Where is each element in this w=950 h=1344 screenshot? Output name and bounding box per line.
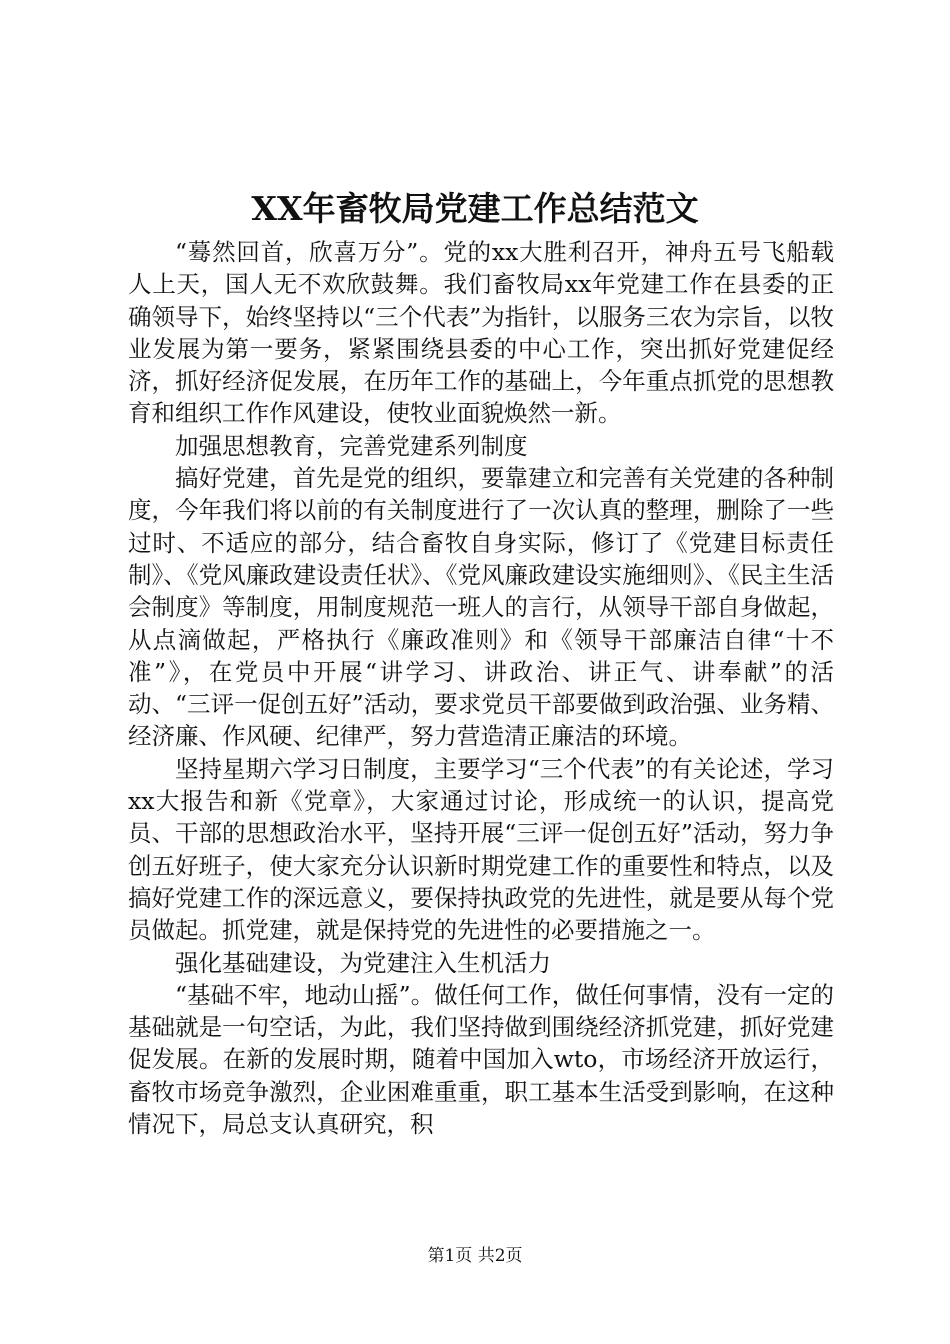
paragraph-intro: “蓦然回首，欣喜万分”。党的xx大胜利召开，神舟五号飞船载人上天，国人无不欢欣鼓舞。我们畜牧局xx年党建工作在县委的正确领导下，始终坚持以“三个代表”为指针，以服务三农为宗旨，以牧业发展为第一要务，紧紧围绕县委的中心工作，突出抓好党建促经济，抓好经济促发展，在历年工作的基础上，今年重点抓党的思想教育和组织工作作风建设，使牧业面貌焕然一新。 (128, 238, 834, 428)
document-body (128, 236, 834, 1140)
page-number-footer: 第1页 共2页 (427, 1246, 523, 1266)
document-title: XX年畜牧局党建工作总结范文 (251, 189, 699, 228)
section-heading-ideology: 加强思想教育，完善党建系列制度 (175, 431, 528, 460)
paragraph-study: 坚持星期六学习日制度，主要学习“三个代表”的有关论述，学习xx大报告和新《党章》，大家通过讨论，形成统一的认识，提高党员、干部的思想政治水平，坚持开展“三评一促创五好”活动，努力争创五好班子，使大家充分认识新时期党建工作的重要性和特点，以及搞好党建工作的深远意义，要保持执政党的先进性，就是要从每个党员做起。抓党建，就是保持党的先进性的必要措施之一。 (128, 754, 834, 945)
paragraph-foundation: “基础不牢，地动山摇”。做任何工作，做任何事情，没有一定的基础就是一句空话，为此，我们坚持做到围绕经济抓党建，抓好党建促发展。在新的发展时期，随着中国加入wto，市场经济开放运行，畜牧市场竞争激烈，企业困难重重，职工基本生活受到影响，在这种情况下，局总支认真研究，积 (128, 980, 834, 1139)
section-heading-foundation: 强化基础建设，为党建注入生机活力 (175, 948, 551, 977)
paragraph-systems: 搞好党建，首先是党的组织，要靠建立和完善有关党建的各种制度，今年我们将以前的有关制度进行了一次认真的整理，删除了一些过时、不适应的部分，结合畜牧自身实际，修订了《党建目标责任制》、《党风廉政建设责任状》、《党风廉政建设实施细则》、《民主生活会制度》等制度，用制度规范一班人的言行，从领导干部自身做起，从点滴做起，严格执行《廉政准则》和《领导干部廉洁自律“十不准”》，在党员中开展“讲学习、讲政治、讲正气、讲奉献”的活动、“三评一促创五好”活动，要求党员干部要做到政治强、业务精、经济廉、作风硬、纪律严，努力营造清正廉洁的环境。 (128, 464, 834, 751)
